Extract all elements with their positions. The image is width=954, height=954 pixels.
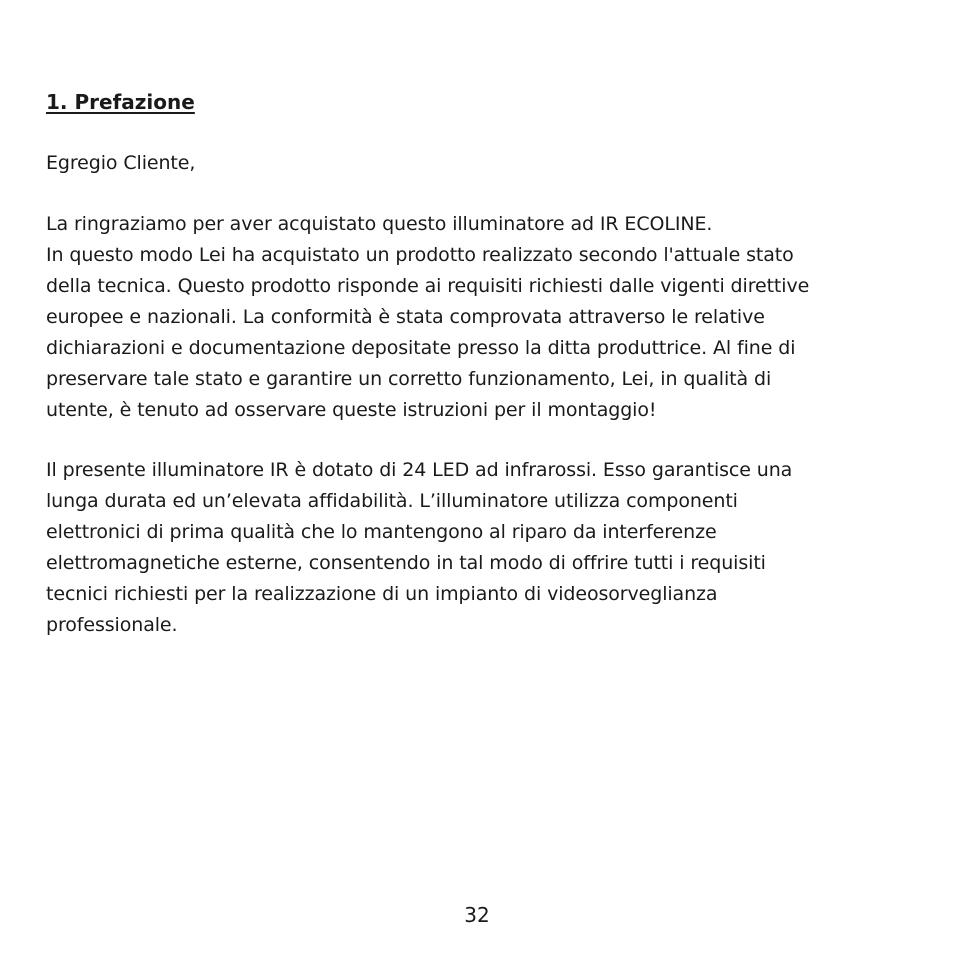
paragraph-line: dichiarazioni e documentazione depositate presso la ditta produttrice. Al fine di	[46, 337, 796, 359]
paragraph-line: preservare tale stato e garantire un corretto funzionamento, Lei, in qualità di	[46, 368, 772, 390]
paragraph-line: In questo modo Lei ha acquistato un prodotto realizzato secondo l'attuale stato	[46, 244, 794, 266]
salutation: Egregio Cliente,	[46, 152, 196, 174]
paragraph-intro	[46, 209, 916, 426]
paragraph-line: elettronici di prima qualità che lo mantengono al riparo da interferenze	[46, 521, 717, 543]
paragraph-description	[46, 455, 916, 641]
page-number: 32	[464, 903, 490, 927]
paragraph-line: La ringraziamo per aver acquistato questo illuminatore ad IR ECOLINE.	[46, 213, 713, 235]
paragraph-line: elettromagnetiche esterne, consentendo in tal modo di offrire tutti i requisiti	[46, 552, 766, 574]
paragraph-line: tecnici richiesti per la realizzazione di un impianto di videosorveglianza	[46, 583, 718, 605]
section-heading: 1. Prefazione	[46, 90, 195, 114]
paragraph-line: della tecnica. Questo prodotto risponde ai requisiti richiesti dalle vigenti direttive	[46, 275, 810, 297]
paragraph-line: utente, è tenuto ad osservare queste istruzioni per il montaggio!	[46, 399, 657, 421]
paragraph-line: europee e nazionali. La conformità è stata comprovata attraverso le relative	[46, 306, 765, 328]
paragraph-line: professionale.	[46, 614, 178, 636]
paragraph-line: Il presente illuminatore IR è dotato di 24 LED ad infrarossi. Esso garantisce una	[46, 459, 793, 481]
paragraph-line: lunga durata ed un’elevata affidabilità. L’illuminatore utilizza componenti	[46, 490, 738, 512]
